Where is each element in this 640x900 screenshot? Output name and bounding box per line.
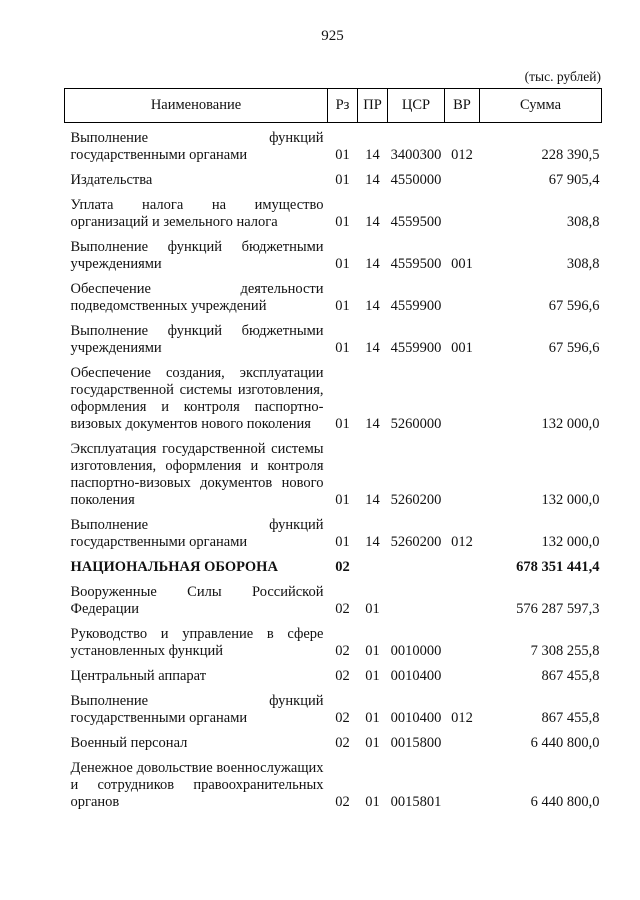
cell-sum: 308,8 [566, 214, 600, 230]
cell-rz: 02 [335, 601, 350, 617]
header-row [65, 89, 602, 123]
cell-pr: 14 [365, 147, 380, 163]
cell-csr: 0010400 [390, 710, 442, 726]
cell-pr: 01 [365, 601, 380, 617]
cell-name: Руководство и управление в сфере установленных функций [70, 626, 324, 659]
cell-sum: 132 000,0 [541, 492, 600, 508]
cell-pr: 01 [365, 643, 380, 659]
cell-rz: 01 [335, 340, 350, 356]
cell-rz: 01 [335, 147, 350, 163]
cell-sum: 308,8 [566, 256, 600, 272]
table-row [65, 168, 602, 193]
cell-vr: 001 [451, 256, 473, 272]
cell-name: Выполнение функций бюджетными учреждениями [70, 323, 324, 356]
cell-name: Военный персонал [70, 735, 188, 751]
cell-csr: 5260200 [390, 492, 442, 508]
cell-name: Выполнение функций бюджетными учреждениями [70, 239, 324, 272]
cell-name: Обеспечение создания, эксплуатации государственной системы изготовления, оформления и контроля паспортно-визовых документов нового поколения [70, 365, 324, 432]
table-row-section [65, 555, 602, 580]
cell-csr: 0015800 [390, 735, 442, 751]
cell-vr [445, 555, 480, 580]
cell-vr [445, 622, 480, 664]
header-vr: ВР [445, 89, 480, 123]
cell-csr: 4559500 [390, 214, 442, 230]
header-pr: ПР [358, 89, 388, 123]
cell-rz: 01 [335, 534, 350, 550]
table-row [65, 731, 602, 756]
cell-pr: 14 [365, 534, 380, 550]
cell-name: Уплата налога на имущество организаций и земельного налога [70, 197, 324, 230]
header-name: Наименование [65, 89, 328, 123]
table-row [65, 580, 602, 622]
table-row [65, 235, 602, 277]
cell-sum: 67 596,6 [548, 298, 600, 314]
cell-sum: 67 596,6 [548, 340, 600, 356]
cell-rz: 02 [335, 735, 350, 751]
cell-pr: 01 [365, 735, 380, 751]
cell-vr [445, 731, 480, 756]
cell-csr: 4559900 [390, 298, 442, 314]
cell-csr [388, 555, 445, 580]
cell-rz: 01 [335, 492, 350, 508]
cell-vr [445, 664, 480, 689]
cell-sum: 6 440 800,0 [530, 794, 600, 810]
cell-rz: 02 [335, 559, 350, 575]
cell-vr [445, 277, 480, 319]
table-row [65, 513, 602, 555]
cell-csr: 4559500 [390, 256, 442, 272]
cell-name: Выполнение функций государственными органами [70, 130, 324, 163]
cell-csr: 0010400 [390, 668, 442, 684]
table-row [65, 319, 602, 361]
cell-csr: 5260000 [390, 416, 442, 432]
cell-vr [445, 193, 480, 235]
cell-rz: 02 [335, 794, 350, 810]
cell-vr: 001 [451, 340, 473, 356]
cell-pr: 01 [365, 710, 380, 726]
cell-sum: 576 287 597,3 [516, 601, 600, 617]
cell-vr [445, 361, 480, 437]
cell-name: Эксплуатация государственной системы изготовления, оформления и контроля паспортно-визовых документов нового поколения [70, 441, 324, 508]
cell-sum: 6 440 800,0 [530, 735, 600, 751]
cell-pr: 14 [365, 416, 380, 432]
cell-name: Выполнение функций государственными органами [70, 693, 324, 726]
cell-vr [445, 580, 480, 622]
cell-csr: 5260200 [390, 534, 442, 550]
cell-pr: 14 [365, 492, 380, 508]
cell-pr: 14 [365, 298, 380, 314]
cell-rz: 01 [335, 256, 350, 272]
cell-sum: 867 455,8 [541, 710, 600, 726]
cell-csr: 3400300 [390, 147, 442, 163]
table-row [65, 622, 602, 664]
cell-csr: 0010000 [390, 643, 442, 659]
cell-rz: 01 [335, 172, 350, 188]
cell-csr: 0015801 [390, 794, 442, 810]
cell-name: Центральный аппарат [70, 668, 207, 684]
table-row [65, 689, 602, 731]
cell-vr: 012 [451, 147, 473, 163]
cell-pr: 14 [365, 172, 380, 188]
cell-rz: 01 [335, 214, 350, 230]
cell-csr: 4559900 [390, 340, 442, 356]
cell-pr: 14 [365, 256, 380, 272]
cell-name: Денежное довольствие военнослужащих и сотрудников правоохранительных органов [70, 760, 324, 810]
table-row [65, 277, 602, 319]
cell-vr [445, 437, 480, 513]
header-rz: Рз [328, 89, 358, 123]
cell-vr [445, 756, 480, 815]
cell-name: Издательства [70, 172, 153, 188]
cell-rz: 02 [335, 668, 350, 684]
cell-name: Вооруженные Силы Российской Федерации [70, 584, 324, 617]
cell-pr: 01 [365, 668, 380, 684]
units-note: (тыс. рублей) [524, 69, 601, 84]
cell-sum: 228 390,5 [541, 147, 600, 163]
table-row [65, 361, 602, 437]
cell-csr: 4550000 [390, 172, 442, 188]
header-sum: Сумма [480, 89, 602, 123]
cell-vr [445, 168, 480, 193]
cell-vr: 012 [451, 534, 473, 550]
cell-sum: 867 455,8 [541, 668, 600, 684]
cell-sum: 132 000,0 [541, 534, 600, 550]
cell-rz: 02 [335, 710, 350, 726]
header-csr: ЦСР [388, 89, 445, 123]
cell-name: Обеспечение деятельности подведомственных учреждений [70, 281, 324, 314]
budget-table [64, 88, 602, 815]
cell-pr: 14 [365, 340, 380, 356]
cell-vr: 012 [451, 710, 473, 726]
cell-name: НАЦИОНАЛЬНАЯ ОБОРОНА [70, 559, 278, 575]
cell-rz: 01 [335, 298, 350, 314]
cell-sum: 678 351 441,4 [516, 559, 600, 575]
table-row [65, 193, 602, 235]
table-row [65, 123, 602, 169]
cell-csr [388, 580, 445, 622]
cell-sum: 7 308 255,8 [530, 643, 600, 659]
cell-pr: 01 [365, 794, 380, 810]
table-row [65, 437, 602, 513]
cell-name: Выполнение функций государственными органами [70, 517, 324, 550]
cell-rz: 02 [335, 643, 350, 659]
cell-sum: 132 000,0 [541, 416, 600, 432]
page-content [64, 28, 601, 815]
cell-pr [358, 555, 388, 580]
page-number: 925 [321, 28, 344, 44]
table-row [65, 756, 602, 815]
cell-sum: 67 905,4 [548, 172, 600, 188]
cell-pr: 14 [365, 214, 380, 230]
cell-rz: 01 [335, 416, 350, 432]
table-row [65, 664, 602, 689]
